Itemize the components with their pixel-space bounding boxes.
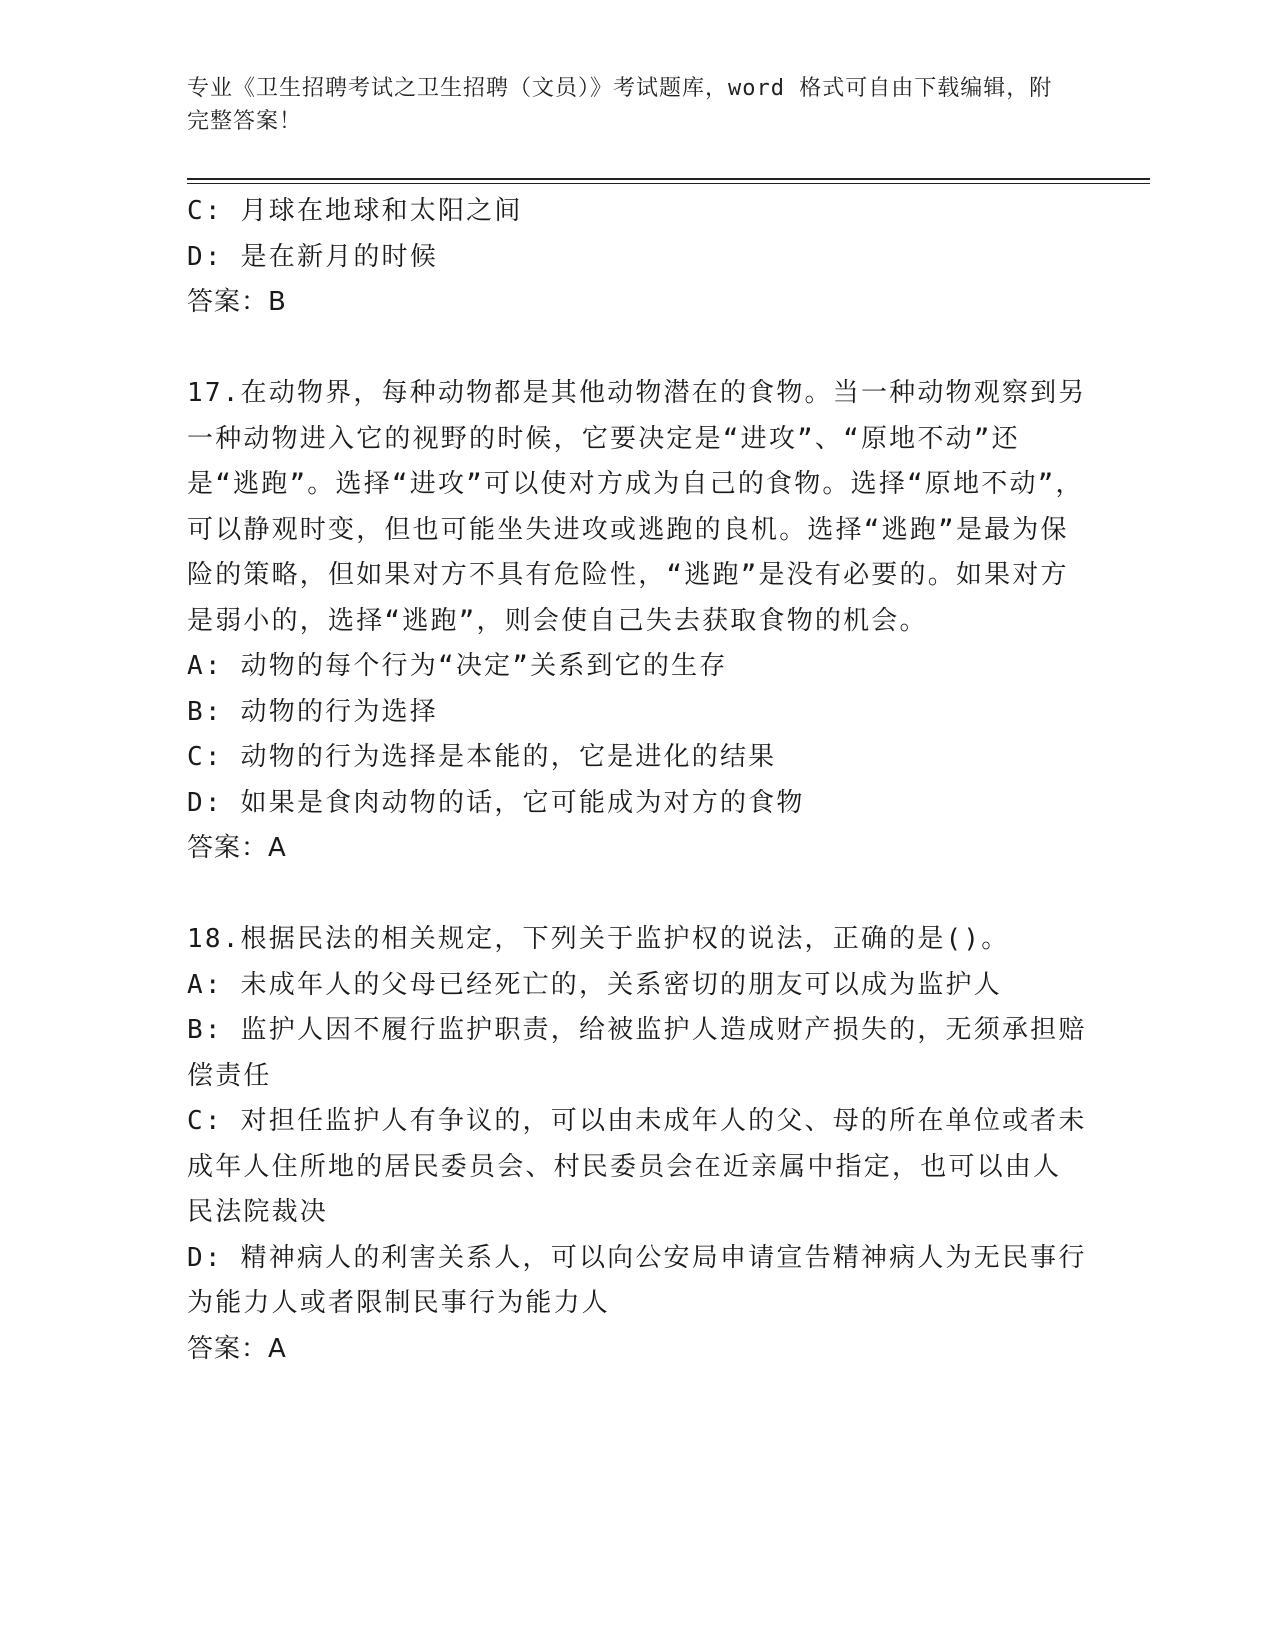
header-text: 专业《卫生招聘考试之卫生招聘（文员）》考试题库，word 格式可自由下载编辑，附完整答案！ bbox=[187, 76, 1053, 134]
answer: 答案：A bbox=[187, 833, 287, 863]
question-stem: 17.在动物界，每种动物都是其他动物潜在的食物。当一种动物观察到另一种动物进入它的视野的时候，它要决定是“进攻”、“原地不动”还是“逃跑”。选择“进攻”可以使对方成为自己的食物。选择“原地不动”，可以静观时变，但也可能坐失进攻或逃跑的良机。选择“逃跑”是最为保险的策略，但如果对方不具有危险性，“逃跑”是没有必要的。如果对方是弱小的，选择“逃跑”，则会使自己失去获取食物的机会。 bbox=[187, 378, 1087, 636]
question-16-continued bbox=[187, 189, 1087, 326]
spacer bbox=[187, 872, 1087, 918]
answer: 答案：A bbox=[187, 1333, 287, 1364]
option-c: C: 月球在地球和太阳之间 bbox=[187, 196, 523, 226]
option-c: C: 动物的行为选择是本能的，它是进化的结果 bbox=[187, 742, 777, 772]
question-stem: 18.根据民法的相关规定，下列关于监护权的说法，正确的是()。 bbox=[187, 924, 1010, 954]
header-divider-thin bbox=[187, 183, 1150, 184]
answer: 答案：B bbox=[187, 287, 287, 317]
option-c: C: 对担任监护人有争议的，可以由未成年人的父、母的所在单位或者未成年人住所地的居民委员会、村民委员会在近亲属中指定，也可以由人民法院裁决 bbox=[187, 1106, 1087, 1227]
option-a: A: 未成年人的父母已经死亡的，关系密切的朋友可以成为监护人 bbox=[187, 969, 1002, 1000]
option-b: B: 监护人因不履行监护职责，给被监护人造成财产损失的，无须承担赔偿责任 bbox=[187, 1015, 1087, 1091]
spacer bbox=[187, 326, 1087, 372]
option-d: D: 如果是食肉动物的话，它可能成为对方的食物 bbox=[187, 787, 805, 818]
option-b: B: 动物的行为选择 bbox=[187, 696, 438, 727]
question-17 bbox=[187, 371, 1087, 872]
option-a: A: 动物的每个行为“决定”关系到它的生存 bbox=[187, 651, 728, 681]
document-body bbox=[187, 189, 1087, 1372]
option-d: D: 精神病人的利害关系人，可以向公安局申请宣告精神病人为无民事行为能力人或者限制民事行为能力人 bbox=[187, 1242, 1087, 1318]
header-divider-thick bbox=[187, 178, 1150, 180]
option-d: D: 是在新月的时候 bbox=[187, 241, 438, 272]
document-header bbox=[187, 72, 1067, 138]
question-18 bbox=[187, 917, 1087, 1372]
